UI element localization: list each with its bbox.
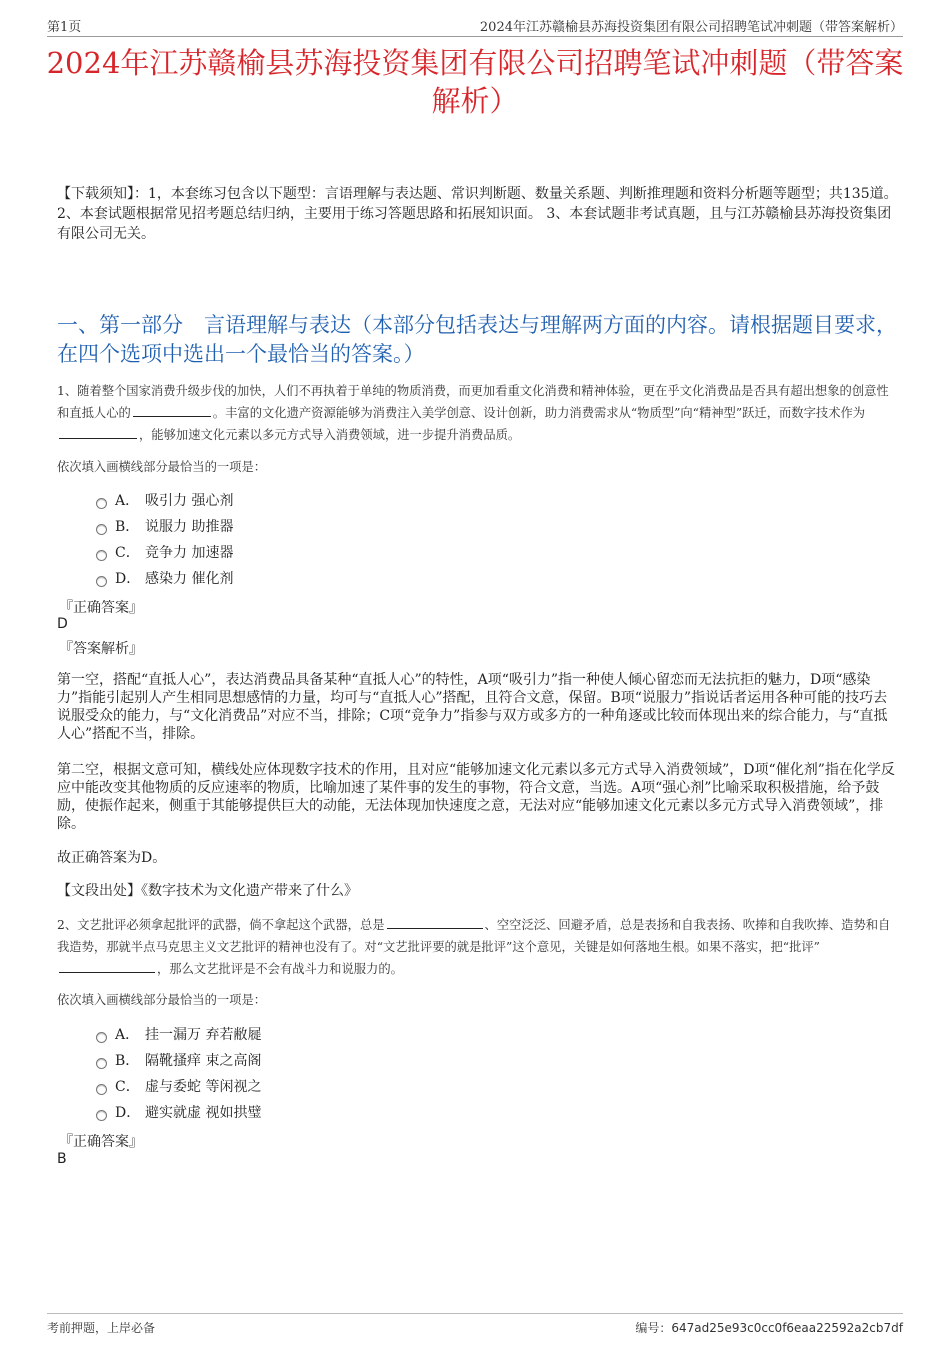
radio-icon[interactable]	[96, 576, 107, 587]
answer-label: 『正确答案』	[59, 1134, 143, 1150]
correct-answer: B	[57, 1151, 67, 1167]
blank-line	[387, 916, 483, 929]
option-c[interactable]: C． 虚与委蛇 等闲视之	[96, 1074, 261, 1100]
radio-icon[interactable]	[96, 1084, 107, 1095]
radio-icon[interactable]	[96, 498, 107, 509]
analysis-paragraph-2: 第二空，根据文意可知，横线处应体现数字技术的作用，且对应“能够加速文化元素以多元方式导入消费领域”，D项“催化剂”指在化学反应中能改变其他物质的反应速率的物质，比喻加速了某件事的发生的事物，符合文意，当选。A项“强心剂”比喻采取积极措施，给予鼓励，使振作起来，侧重于其能够提供巨大的动能，无法体现加快速度之意，无法对应“能够加速文化元素以多元方式导入消费领域”，排除。	[57, 762, 895, 832]
radio-icon[interactable]	[96, 550, 107, 561]
analysis-paragraph-1: 第一空，搭配“直抵人心”，表达消费品具备某种“直抵人心”的特性，A项“吸引力”指一种使人倾心留恋而无法抗拒的魅力，D项“感染力”指能引起别人产生相同思想感情的力量，均可与“直抵人心”搭配，且符合文意，保留。B项“说服力”指说话者运用各种可能的技巧去说服受众的能力，与“文化消费品”对应不当，排除；C项“竞争力”指参与双方或多方的一种角逐或比较而体现出来的综合能力，与“直抵人心”搭配不当，排除。	[57, 672, 888, 742]
blank-line	[59, 960, 155, 973]
option-d[interactable]: D． 感染力 催化剂	[96, 566, 233, 592]
option-d[interactable]: D． 避实就虚 视如拱璧	[96, 1100, 261, 1126]
correct-answer: D	[57, 616, 68, 632]
blank-line	[133, 404, 211, 417]
question-1-options	[96, 488, 233, 592]
analysis-conclusion: 故正确答案为D。	[57, 850, 167, 866]
question-2-prompt: 依次填入画横线部分最恰当的一项是：	[57, 993, 267, 1007]
question-1-text: 1、随着整个国家消费升级步伐的加快，人们不再执着于单纯的物质消费，而更加看重文化消费和精神体验，更在乎文化消费品是否具有超出想象的创意性和直抵人心的 。丰富的文化遗产资源能够为消费注入美学创意、设计创新，助力消费需求从“物质型”向“精神型”跃迁，而数字技术作为，能够加速文化元素以多元方式导入消费领域，进一步提升消费品质。	[57, 384, 889, 442]
header-doc-title: 2024年江苏赣榆县苏海投资集团有限公司招聘笔试冲刺题（带答案解析）	[479, 20, 903, 35]
page-number: 第1页	[47, 20, 82, 35]
page-footer	[47, 1313, 903, 1336]
download-notice: 【下载须知】：1，本套练习包含以下题型：言语理解与表达题、常识判断题、数量关系题、判断推理题和资料分析题等题型；共135道。 2、本套试题根据常见招考题总结归纳，主要用于练习答题思路和拓展知识面。 3、本套试题非考试真题，且与江苏赣榆县苏海投资集团有限公司无关。	[57, 186, 898, 242]
option-c[interactable]: C． 竞争力 加速器	[96, 540, 233, 566]
radio-icon[interactable]	[96, 1110, 107, 1121]
radio-icon[interactable]	[96, 1058, 107, 1069]
answer-label: 『正确答案』	[59, 600, 143, 616]
option-b[interactable]: B． 隔靴搔痒 束之高阁	[96, 1048, 261, 1074]
question-1-prompt: 依次填入画横线部分最恰当的一项是：	[57, 460, 267, 474]
page-header	[47, 14, 903, 37]
section-title: 一、第一部分 言语理解与表达（本部分包括表达与理解两方面的内容。请根据题目要求，在四个选项中选出一个最恰当的答案。）	[57, 313, 897, 366]
analysis-source: 【文段出处】《数字技术为文化遗产带来了什么》	[57, 883, 358, 899]
option-a[interactable]: A． 吸引力 强心剂	[96, 488, 233, 514]
blank-line	[59, 426, 137, 439]
analysis-label: 『答案解析』	[59, 641, 143, 657]
document-title: 2024年江苏赣榆县苏海投资集团有限公司招聘笔试冲刺题（带答案解析）	[46, 46, 904, 118]
question-2-text: 2、文艺批评必须拿起批评的武器，倘不拿起这个武器，总是 、空空泛泛、回避矛盾，总是表扬和自我表扬、吹捧和自我吹捧、造势和自我造势，那就半点马克思主义文艺批评的精神也没有了。对“文艺批评要的就是批评”这个意见，关键是如何落地生根。如果不落实，把“批评”，那么文艺批评是不会有战斗力和说服力的。	[57, 918, 891, 976]
radio-icon[interactable]	[96, 524, 107, 535]
radio-icon[interactable]	[96, 1032, 107, 1043]
option-a[interactable]: A． 挂一漏万 弃若敝屣	[96, 1022, 261, 1048]
option-b[interactable]: B． 说服力 助推器	[96, 514, 233, 540]
question-2-options	[96, 1022, 261, 1126]
footer-slogan: 考前押题，上岸必备	[47, 1321, 156, 1335]
document-code: 编号：647ad25e93c0cc0f6eaa22592a2cb7df	[635, 1321, 903, 1335]
